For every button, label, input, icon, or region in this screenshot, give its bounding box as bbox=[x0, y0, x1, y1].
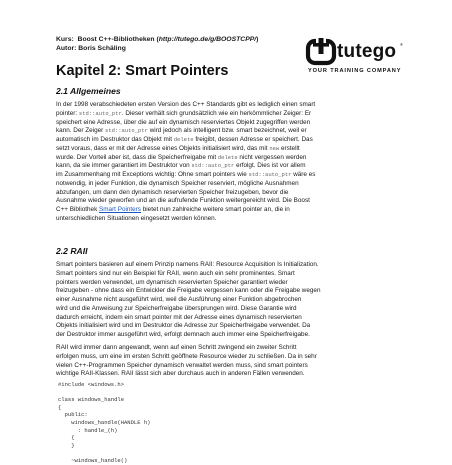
text-line: wird und die Anweisung zur Speicherfreigabe übersprungen wird. Diese Garantie wird bbox=[56, 304, 297, 312]
text-line bbox=[56, 127, 400, 136]
text-line: Smart pointers basieren auf einem Prinzip namens RAII: Resource Acquisition Is Initialization. bbox=[56, 261, 319, 268]
logo-mark-icon bbox=[306, 38, 336, 68]
author-line: Autor: Boris Schäling bbox=[56, 45, 126, 52]
text-line: vielen C++-Programmen Speicher dynamisch verwaltet werden muss, sind smart pointers bbox=[56, 361, 308, 369]
text-run: wird jedoch als intelligent bzw. smart bezeichnet, weil er bbox=[147, 127, 307, 135]
section-raii-paragraph-1 bbox=[56, 261, 400, 340]
text-run: nicht vergessen werden bbox=[237, 153, 307, 161]
text-line bbox=[56, 110, 400, 119]
code-line: windows_handle(HANDLE h) bbox=[58, 418, 151, 426]
code-listing bbox=[58, 381, 150, 465]
inline-code: std::auto_ptr bbox=[191, 162, 235, 170]
code-line: ~windows_handle() bbox=[58, 456, 128, 464]
section-allgemeines-paragraph bbox=[56, 101, 400, 224]
text-run: In der 1998 verabschiedeten ersten Version des C++ Standards gibt es lediglich einen smart bbox=[56, 101, 316, 108]
text-line bbox=[56, 145, 400, 154]
code-line: #include <windows.h> bbox=[58, 381, 125, 388]
text-run: Ausnahme wieder geworfen und an die aufrufende Funktion weitergereicht wird. Die Boost bbox=[56, 197, 310, 205]
text-line bbox=[56, 171, 400, 180]
tutego-logo bbox=[306, 38, 406, 78]
inline-code: std::auto_ptr bbox=[105, 127, 148, 135]
text-run: bietet nun zahlreiche weitere smart pointer an, die in bbox=[140, 206, 290, 213]
section-heading-allgemeines: 2.1 Allgemeines bbox=[56, 86, 121, 96]
logo-wordmark: tutego bbox=[337, 41, 397, 62]
text-line bbox=[56, 189, 400, 198]
text-line: freizugeben - ohne dass ein Entwickler die Freigabe vergessen kann oder die Freigabe wegen bbox=[56, 287, 321, 295]
code-line: } bbox=[58, 441, 75, 449]
text-line bbox=[56, 101, 400, 110]
text-line: pointers werden verwendet, um dynamisch reservierten Speicher garantiert wieder bbox=[56, 278, 288, 286]
course-url-close: ) bbox=[256, 36, 259, 43]
inline-code: new bbox=[269, 144, 280, 152]
code-line: class windows_handle bbox=[58, 396, 125, 404]
text-run: pointer: bbox=[56, 109, 79, 117]
text-run: kann. Der Zeiger bbox=[56, 127, 106, 135]
text-line bbox=[56, 162, 400, 171]
text-run: abzufangen, um dann den dynamisch reservierten Speicher freizugeben, bevor die bbox=[56, 188, 289, 196]
text-run: im Zusammenhang mit Exceptions wichtig: Ohne smart pointers wie bbox=[56, 171, 249, 178]
text-line: Smart pointers sind nur ein Beispiel für RAII, wenn auch ein sehr prominentes. Smart bbox=[56, 269, 295, 277]
text-line: RAII wird immer dann angewandt, wenn auf einen Schritt zwingend ein zweiter Schritt bbox=[56, 344, 297, 351]
section-heading-raii: 2.2 RAII bbox=[56, 246, 88, 256]
text-line bbox=[56, 180, 400, 189]
section-raii-paragraph-2 bbox=[56, 344, 400, 379]
text-run: C++ Bibliothek bbox=[56, 206, 100, 213]
inline-code: std::auto_ptr bbox=[78, 109, 122, 117]
text-run: unterschiedlichen Situationen eingesetzt werden können. bbox=[56, 214, 217, 222]
text-line bbox=[56, 206, 400, 215]
text-run: erfolgt. Dies ist vor allem bbox=[234, 162, 306, 170]
text-run: notwendig, in jeder Funktion, die dynamisch Speicher reserviert, mögliche Ausnahmen bbox=[56, 179, 299, 187]
text-line: erfolgen muss, um eine im ersten Schritt geöffnete Resource wieder zu schließen. Da in sehr bbox=[56, 352, 317, 360]
inline-code: delete bbox=[173, 136, 194, 143]
code-line: { bbox=[58, 434, 75, 442]
text-line: einer Ausnahme nicht ausgeführt wird, weil die Ausführung einer Funktion abgebrochen bbox=[56, 296, 302, 303]
text-run: wäre es bbox=[291, 171, 316, 178]
smart-pointers-link[interactable]: Smart Pointers bbox=[99, 206, 141, 213]
text-run: setzt voraus, dass er mit der Adresse eines Objekts initialisiert wird, das mit bbox=[56, 144, 270, 152]
course-label: Kurs: bbox=[56, 36, 74, 43]
code-line bbox=[58, 389, 150, 397]
text-line bbox=[56, 197, 400, 206]
course-title: Boost C++-Bibliotheken ( bbox=[77, 36, 159, 43]
course-line bbox=[56, 35, 258, 44]
text-run: . Dieser verhält sich grundsätzlich wie ein herkömmlicher Zeiger: Er bbox=[121, 109, 312, 117]
text-run: kann, da sie immer garantiert im Destruktor von bbox=[56, 162, 192, 170]
inline-code: delete bbox=[217, 153, 238, 161]
text-line: der Destruktor immer ausgeführt wird, erfolgt demnach auch immer eine Speicherfreigabe. bbox=[56, 331, 310, 338]
code-line: { bbox=[58, 403, 62, 411]
text-run: automatisch im Destruktor das Objekt mit bbox=[56, 136, 174, 143]
course-header bbox=[56, 35, 258, 53]
inline-code: std::auto_ptr bbox=[248, 171, 292, 178]
course-url: http://tutego.de/g/BOOSTCPP/ bbox=[158, 36, 257, 43]
text-line bbox=[56, 154, 400, 163]
text-line: Objekts initialisiert wird und im Destruktor die Adresse zur Speicherfreigabe verwendet. Da bbox=[56, 322, 311, 330]
code-line: : handle_(h) bbox=[58, 426, 118, 434]
code-line bbox=[58, 449, 150, 457]
text-line bbox=[56, 215, 400, 224]
text-run: wurde. Der Vorteil aber ist, dass die Speicherfreigabe mit bbox=[56, 153, 218, 161]
text-line bbox=[56, 119, 400, 128]
text-run: speichert eine Adresse, über die auf ein dynamisch reserviertes Objekt zugegriffen werden bbox=[56, 118, 311, 126]
code-line: public: bbox=[58, 411, 88, 419]
text-run: freigibt, dessen Adresse er speichert. Das bbox=[193, 136, 313, 143]
logo-tagline: YOUR TRAINING COMPANY bbox=[308, 68, 402, 74]
text-line: wichtige RAII-Klassen. RAII lässt sich aber durchaus auch in anderen Fällen verwenden. bbox=[56, 370, 305, 378]
chapter-title: Kapitel 2: Smart Pointers bbox=[56, 63, 229, 79]
text-line: dadurch erreicht, indem ein smart pointer mit der Adresse eines dynamisch reservierten bbox=[56, 313, 302, 321]
text-run: erstellt bbox=[279, 144, 300, 152]
text-line bbox=[56, 136, 400, 145]
logo-trademark: ® bbox=[400, 42, 403, 47]
